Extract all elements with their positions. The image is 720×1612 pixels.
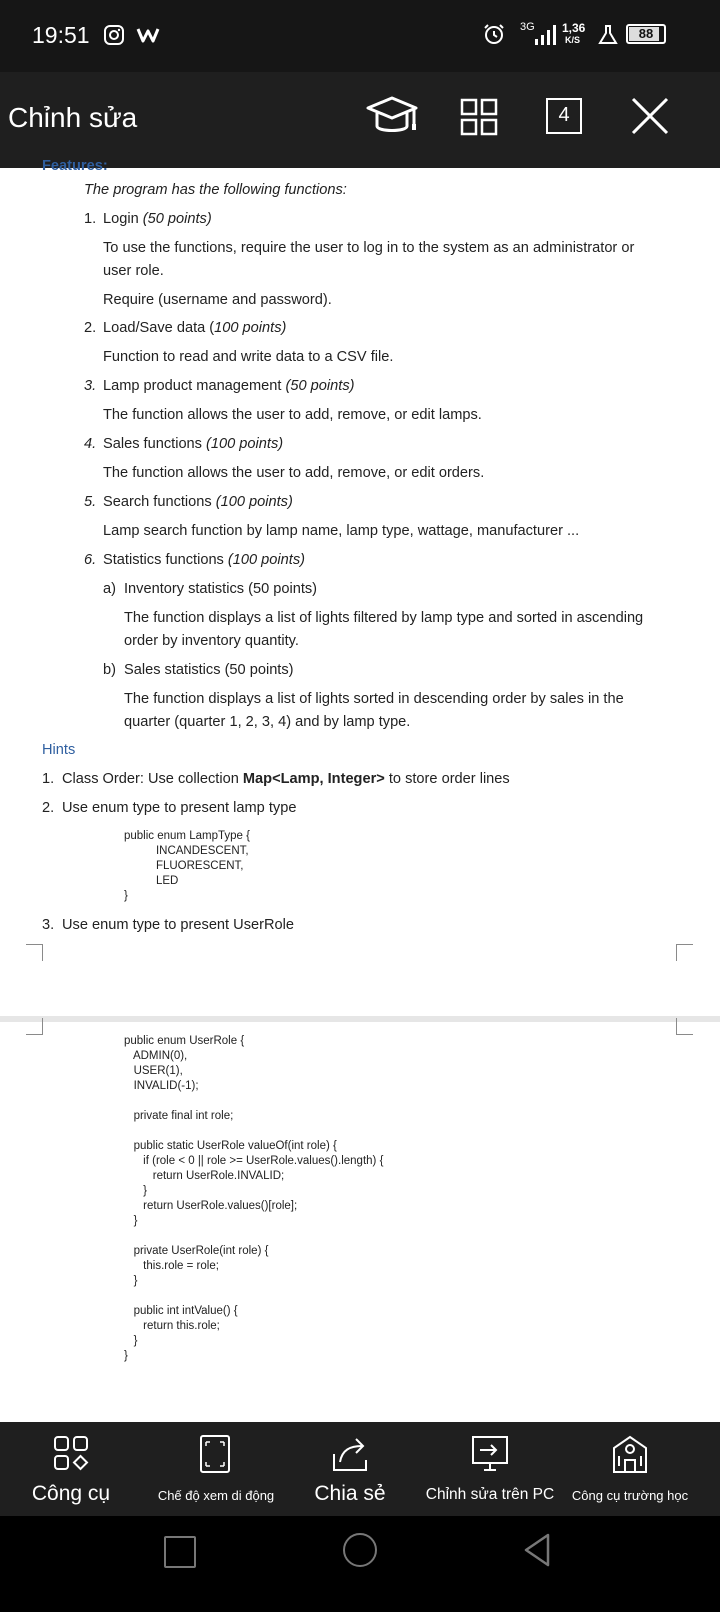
home-circle-icon[interactable]: [343, 1533, 377, 1567]
school-tools-label: Công cụ trường học: [571, 1488, 689, 1503]
function-desc: To use the functions, require the user to log in to the system as an administrator or: [103, 240, 635, 256]
list-number: 4.: [84, 436, 97, 452]
share-label: Chia sẻ: [314, 1482, 386, 1505]
edit-on-pc-button[interactable]: [420, 1422, 560, 1516]
page-corner-mark: [26, 944, 43, 961]
hint-text: Class Order: Use collection Map<Lamp, Integer> to store order lines: [62, 771, 510, 787]
list-number: 1.: [42, 771, 55, 787]
speed-value: 1,36: [562, 21, 586, 35]
recents-square-icon[interactable]: [164, 1536, 196, 1568]
page-title: Chỉnh sửa: [8, 102, 138, 133]
hint-text: Use enum type to present lamp type: [62, 800, 297, 816]
close-icon[interactable]: [630, 96, 670, 136]
tools-grid-icon: [52, 1434, 90, 1472]
intro-text: The program has the following functions:: [84, 182, 347, 198]
function-title: Load/Save data (100 points): [103, 320, 287, 336]
function-desc: Require (username and password).: [103, 292, 332, 308]
list-number: 2.: [84, 320, 97, 336]
school-tools-button[interactable]: [566, 1422, 694, 1516]
system-nav-bar: [0, 1516, 720, 1612]
school-icon: [610, 1434, 650, 1474]
sub-list-label: b): [103, 662, 116, 678]
page-corner-mark: [676, 1018, 693, 1035]
function-title: Statistics functions (100 points): [103, 552, 305, 568]
function-desc: The function allows the user to add, remove, or edit orders.: [103, 465, 485, 481]
pc-edit-icon: [470, 1434, 510, 1474]
page-corner-mark: [26, 1018, 43, 1035]
tools-button[interactable]: [14, 1422, 128, 1516]
function-desc: user role.: [103, 263, 164, 279]
features-heading: Features:: [42, 158, 108, 174]
sub-function-desc: The function displays a list of lights sorted in descending order by sales in the: [124, 691, 624, 707]
bottom-toolbar: [0, 1422, 720, 1516]
list-number: 6.: [84, 552, 97, 568]
sub-function-desc: The function displays a list of lights filtered by lamp type and sorted in ascending: [124, 610, 644, 626]
sub-list-label: a): [103, 581, 116, 597]
speed-unit: K/S: [565, 35, 581, 45]
function-desc: Lamp search function by lamp name, lamp type, wattage, manufacturer ...: [103, 523, 580, 539]
alarm-icon: [482, 22, 506, 46]
list-number: 2.: [42, 800, 55, 816]
status-bar: [0, 0, 720, 72]
function-title: Login (50 points): [103, 211, 212, 227]
sub-function-desc: quarter (quarter 1, 2, 3, 4) and by lamp type.: [124, 714, 411, 730]
code-block-userrole: public enum UserRole { ADMIN(0), USER(1), INVALID(-1); private final int role; public static UserRole valueOf(int role) { if (role < 0 || role >= UserRole.values().length) { return UserRole.INVALID; } return UserRole.values()[role]; } private UserRole(int role) { this.role = role; } public int intValue() { return this.role; } }: [124, 1035, 384, 1362]
mobile-view-button[interactable]: [148, 1422, 284, 1516]
battery-icon: [626, 24, 666, 44]
sub-function-title: Inventory statistics (50 points): [124, 581, 318, 597]
page-corner-mark: [676, 944, 693, 961]
document-view[interactable]: [0, 158, 720, 1422]
list-number: 3.: [84, 378, 97, 394]
tools-label: Công cụ: [31, 1482, 111, 1505]
hint-text: Use enum type to present UserRole: [62, 917, 294, 933]
tab-count-icon[interactable]: 4: [546, 98, 582, 134]
mobile-view-label: Chế độ xem di động: [157, 1488, 275, 1503]
function-title: Lamp product management (50 points): [103, 378, 355, 394]
code-block-lamptype: public enum LampType { INCANDESCENT, FLUORESCENT, LED }: [124, 830, 250, 902]
instagram-icon: [103, 24, 125, 46]
status-time: 19:51: [32, 22, 90, 48]
edit-on-pc-label: Chỉnh sửa trên PC: [425, 1486, 555, 1503]
back-triangle-icon[interactable]: [520, 1530, 552, 1570]
list-number: 1.: [84, 211, 97, 227]
hints-heading: Hints: [42, 742, 76, 758]
share-icon: [330, 1434, 370, 1474]
network-type: 3G: [520, 21, 535, 33]
list-number: 3.: [42, 917, 55, 933]
w-app-icon: [136, 26, 160, 44]
sub-function-title: Sales statistics (50 points): [124, 662, 294, 678]
mobile-view-icon: [198, 1434, 232, 1474]
signal-icon: [534, 24, 556, 46]
app-bar: [0, 72, 720, 168]
function-desc: The function allows the user to add, remove, or edit lamps.: [103, 407, 482, 423]
lab-icon: [598, 24, 618, 46]
function-desc: Function to read and write data to a CSV file.: [103, 349, 394, 365]
list-number: 5.: [84, 494, 97, 510]
share-button[interactable]: [300, 1422, 400, 1516]
page-separator: [0, 1016, 720, 1022]
function-title: Search functions (100 points): [103, 494, 293, 510]
battery-level: 88: [638, 26, 654, 41]
function-title: Sales functions (100 points): [103, 436, 284, 452]
sub-function-desc: order by inventory quantity.: [124, 633, 299, 649]
grid-icon[interactable]: [460, 98, 498, 136]
graduation-cap-icon[interactable]: [365, 94, 419, 142]
